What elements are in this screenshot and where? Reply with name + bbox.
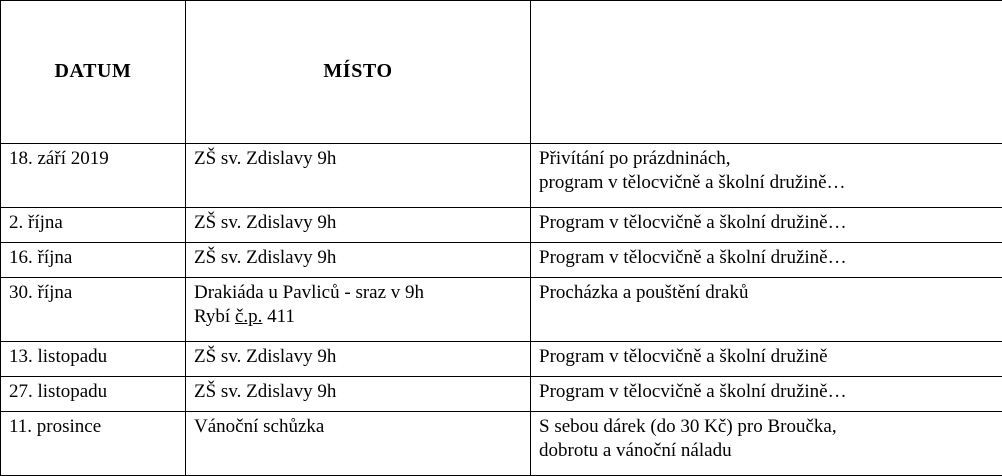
cell-note-line: dobrotu a vánoční náladu — [539, 439, 994, 463]
cell-note-line: Program v tělocvičně a školní družině — [539, 345, 994, 369]
column-header-place: MÍSTO — [186, 1, 531, 144]
cell-note-line: S sebou dárek (do 30 Kč) pro Broučka, — [539, 415, 994, 439]
cell-place — [186, 144, 531, 208]
cell-place-line: ZŠ sv. Zdislavy 9h — [194, 246, 522, 270]
cell-note — [531, 208, 1002, 243]
cell-place — [186, 412, 531, 476]
table-row — [1, 412, 1002, 476]
cell-note-line: Přivítání po prázdninách, — [539, 147, 994, 171]
cell-note — [531, 243, 1002, 278]
cell-note-line: Program v tělocvičně a školní družině… — [539, 246, 994, 270]
cell-place-line: ZŠ sv. Zdislavy 9h — [194, 147, 522, 171]
table-row — [1, 377, 1002, 412]
table-row — [1, 342, 1002, 377]
cell-note — [531, 342, 1002, 377]
cell-note-line: Program v tělocvičně a školní družině… — [539, 211, 994, 235]
cell-date: 2. října — [1, 208, 186, 243]
table-row — [1, 278, 1002, 342]
cell-note-line: Procházka a pouštění draků — [539, 281, 994, 305]
table-header-row — [1, 1, 1002, 144]
cell-note — [531, 412, 1002, 476]
cell-note — [531, 377, 1002, 412]
cell-note-line: program v tělocvičně a školní družině… — [539, 171, 994, 195]
cell-date: 18. září 2019 — [1, 144, 186, 208]
table-row — [1, 208, 1002, 243]
cell-place — [186, 208, 531, 243]
cell-place-line-address: Rybí č.p. 411 — [194, 305, 522, 329]
table-row — [1, 243, 1002, 278]
cell-place — [186, 377, 531, 412]
cell-place — [186, 342, 531, 377]
cell-place — [186, 243, 531, 278]
table-row — [1, 144, 1002, 208]
cell-place-line: Vánoční schůzka — [194, 415, 522, 439]
cell-place-line: ZŠ sv. Zdislavy 9h — [194, 345, 522, 369]
cell-place-line: Drakiáda u Pavliců - sraz v 9h — [194, 281, 522, 305]
cell-date: 16. října — [1, 243, 186, 278]
cell-note — [531, 278, 1002, 342]
cell-note-line: Program v tělocvičně a školní družině… — [539, 380, 994, 404]
cell-date: 30. října — [1, 278, 186, 342]
cell-date: 27. listopadu — [1, 377, 186, 412]
column-header-date: DATUM — [1, 1, 186, 144]
cell-note — [531, 144, 1002, 208]
cell-place — [186, 278, 531, 342]
cell-date: 13. listopadu — [1, 342, 186, 377]
address-annotation: č.p. — [235, 306, 262, 327]
cell-place-line: ZŠ sv. Zdislavy 9h — [194, 380, 522, 404]
column-header-note — [531, 1, 1002, 144]
cell-place-line: ZŠ sv. Zdislavy 9h — [194, 211, 522, 235]
cell-date: 11. prosince — [1, 412, 186, 476]
